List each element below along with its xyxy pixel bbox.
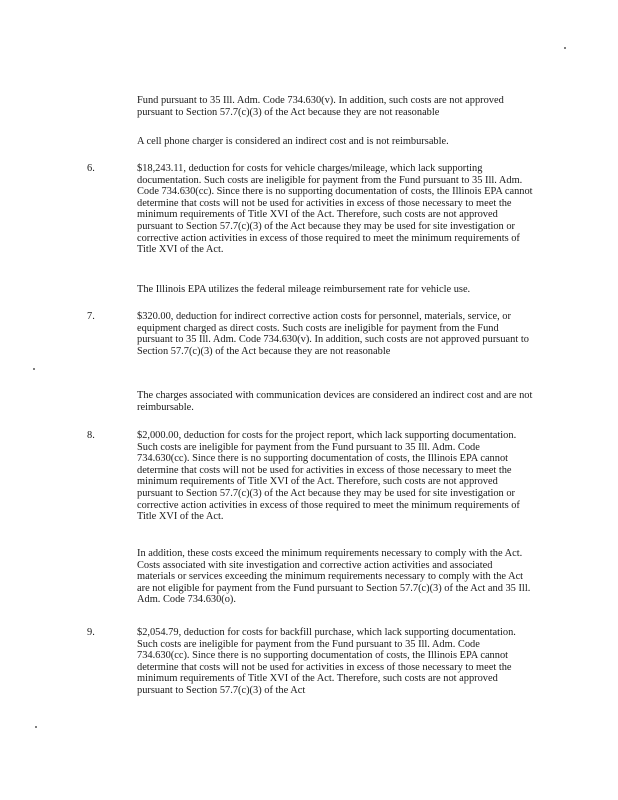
scan-speck (564, 47, 566, 49)
item-6-number: 6. (87, 163, 95, 174)
item-8-paragraph: $2,000.00, deduction for costs for the project report, which lack supporting documentation. Such costs are ineligible for payment from the Fund pursuant to 35 Ill. Adm. Code 734.630(cc). Since there is no supporting documentation of costs, the Illinois EPA cannot determine that costs will not be used for activities in excess of those necessary to meet the minimum requirements of Title XVI of the Act. Therefore, such costs are not approved pursuant to Section 57.7(c)(3) of the Act because they may be used for site investigation or corrective action activities in excess of those required to meet the minimum requirements of Title XVI of the Act. (137, 430, 520, 523)
item-9-paragraph: $2,054.79, deduction for costs for backfill purchase, which lack supporting documentation. Such costs are ineligible for payment from the Fund pursuant to 35 Ill. Adm. Code 734.630(cc). Since there is no supporting documentation of costs, the Illinois EPA cannot determine that costs will not be used for activities in excess of those necessary to meet the minimum requirements of Title XVI of the Act. Therefore, such costs are not approved pursuant to Section 57.7(c)(3) of the Act (137, 627, 516, 696)
item-7-number: 7. (87, 311, 95, 322)
item-6-note: The Illinois EPA utilizes the federal mileage reimbursement rate for vehicle use. (137, 284, 471, 295)
item-9-number: 9. (87, 627, 95, 638)
item-8-additional: In addition, these costs exceed the minimum requirements necessary to comply with the Act. Costs associated with site investigation and corrective action activities and associated materials or services exceeding the minimum requirements necessary to comply with the Act are not eligible for payment from the Fund pursuant to Section 57.7(c)(3) of the Act and 35 Ill. Adm. Code 734.630(o). (137, 548, 531, 606)
item-7-paragraph: $320.00, deduction for indirect corrective action costs for personnel, materials, service, or equipment charged as direct costs. Such costs are ineligible for payment from the Fund pursuant to 35 Ill. Adm. Code 734.630(v). In addition, such costs are not approved pursuant to Section 57.7(c)(3) of the Act because they are not reasonable (137, 311, 529, 357)
item-7-note: The charges associated with communication devices are considered an indirect cost and are not reimbursable. (137, 390, 533, 413)
intro-note: A cell phone charger is considered an indirect cost and is not reimbursable. (137, 136, 449, 147)
item-8-number: 8. (87, 430, 95, 441)
scan-speck (33, 368, 35, 370)
item-6-paragraph: $18,243.11, deduction for costs for vehicle charges/mileage, which lack supporting documentation. Such costs are ineligible for payment from the Fund pursuant to 35 Ill. Adm. Code 734.630(cc). Since there is no supporting documentation of costs, the Illinois EPA cannot determine that costs will not be used for activities in excess of those necessary to meet the minimum requirements of Title XVI of the Act. Therefore, such costs are not approved pursuant to Section 57.7(c)(3) of the Act because they may be used for site investigation or corrective action activities in excess of those required to meet the minimum requirements of Title XVI of the Act. (137, 163, 533, 256)
scan-speck (35, 726, 37, 728)
intro-continuation: Fund pursuant to 35 Ill. Adm. Code 734.630(v). In addition, such costs are not approved pursuant to Section 57.7(c)(3) of the Act because they are not reasonable (137, 95, 504, 118)
